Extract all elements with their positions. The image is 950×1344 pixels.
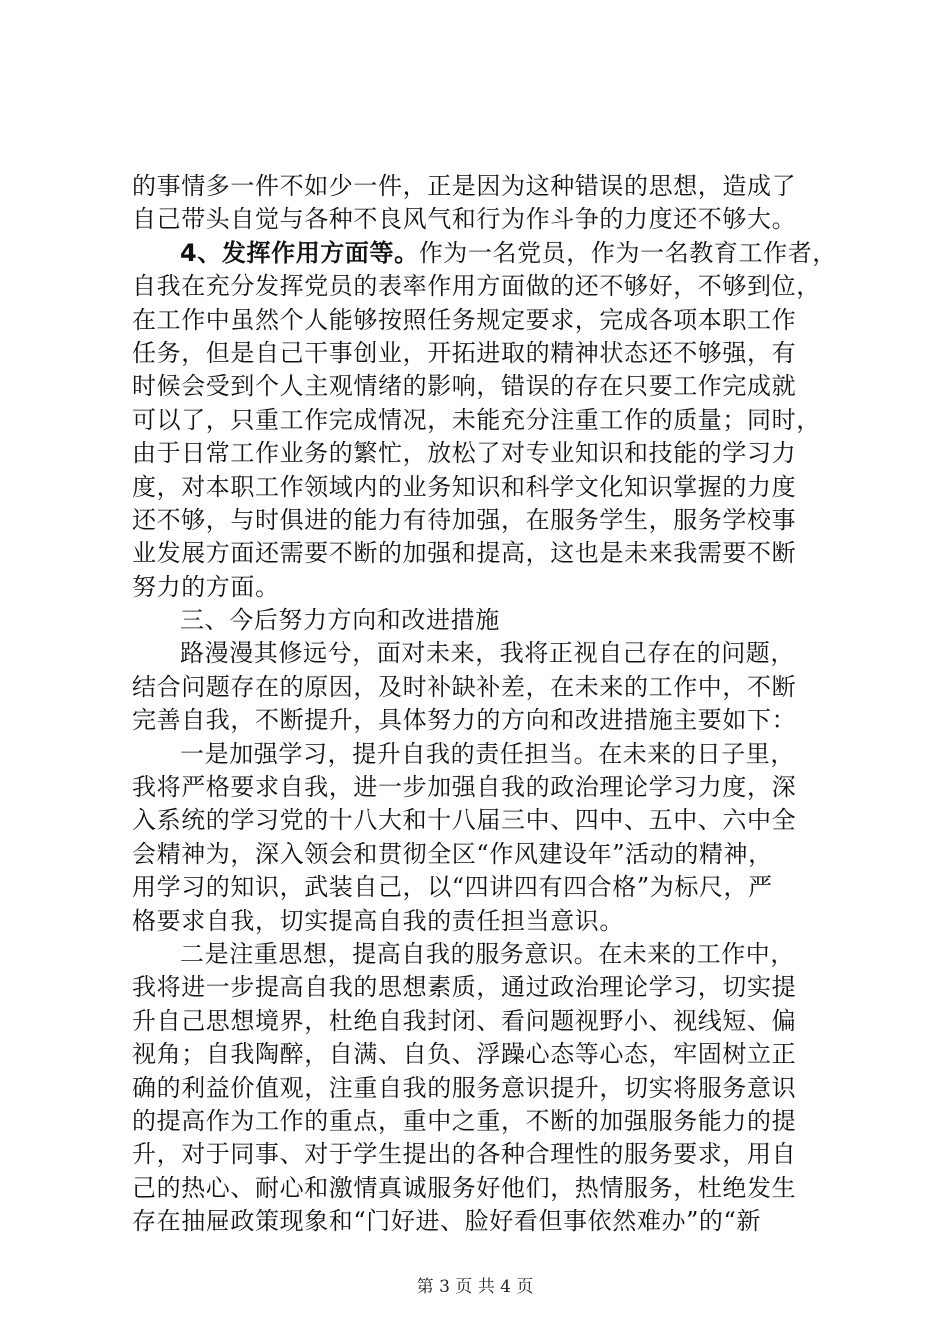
text-line: 完善自我，不断提升，具体努力的方向和改进措施主要如下：: [132, 706, 797, 735]
text-line: 时候会受到个人主观情绪的影响，错误的存在只要工作完成就: [132, 372, 797, 401]
section-heading: 三、今后努力方向和改进措施: [180, 606, 500, 635]
paragraph-start: 路漫漫其修远兮，面对未来，我将正视自己存在的问题，: [180, 639, 795, 668]
point-4-line: [132, 237, 837, 270]
text-line: 的事情多一件不如少一件，正是因为这种错误的思想，造成了: [132, 172, 797, 200]
text-line: 用学习的知识，武装自己，以“四讲四有四合格”为标尺，严: [132, 873, 773, 902]
text-line: 我将进一步提高自我的思想素质，通过政治理论学习，切实提: [132, 973, 797, 1002]
text-line: 我将严格要求自我，进一步加强自我的政治理论学习力度，深: [132, 773, 797, 802]
paragraph-start: 一是加强学习，提升自我的责任担当。在未来的日子里，: [180, 739, 795, 768]
text-line: 升自己思想境界，杜绝自我封闭、看问题视野小、视线短、偏: [132, 1006, 797, 1035]
text-line: 业发展方面还需要不断的加强和提高，这也是未来我需要不断: [132, 539, 797, 568]
text-line: 确的利益价值观，注重自我的服务意识提升，切实将服务意识: [132, 1073, 797, 1102]
text-line: 结合问题存在的原因，及时补缺补差，在未来的工作中，不断: [132, 672, 797, 701]
text-line: 入系统的学习党的十八大和十八届三中、四中、五中、六中全: [132, 806, 797, 835]
text-line: 格要求自我，切实提高自我的责任担当意识。: [132, 906, 624, 935]
text-line: 度，对本职工作领域内的业务知识和科学文化知识掌握的力度: [132, 472, 797, 501]
document-body: [132, 170, 837, 1239]
text-line: 己的热心、耐心和激情真诚服务好他们，热情服务，杜绝发生: [132, 1173, 797, 1202]
text-line: 会精神为，深入领会和贯彻全区“作风建设年”活动的精神，: [132, 839, 773, 868]
text-line: 在工作中虽然个人能够按照任务规定要求，完成各项本职工作: [132, 305, 797, 334]
point-4-heading: 4、发挥作用方面等。: [180, 238, 419, 267]
text-line: 还不够，与时俱进的能力有待加强，在服务学生，服务学校事: [132, 505, 797, 534]
text-line: 存在抽屉政策现象和“门好进、脸好看但事依然难办”的“新: [132, 1207, 762, 1236]
page-footer: 第 3 页 共 4 页: [416, 1277, 534, 1297]
point-4-text: 作为一名党员，作为一名教育工作者，: [418, 238, 837, 267]
text-line: 努力的方面。: [132, 572, 280, 601]
text-line: 视角；自我陶醉，自满、自负、浮躁心态等心态，牢固树立正: [132, 1040, 797, 1069]
text-line: 自我在充分发挥党员的表率作用方面做的还不够好，不够到位，: [132, 272, 821, 301]
text-line: 由于日常工作业务的繁忙，放松了对专业知识和技能的学习力: [132, 439, 797, 468]
text-line: 自己带头自觉与各种不良风气和行为作斗争的力度还不够大。: [132, 205, 797, 234]
text-line: 的提高作为工作的重点，重中之重，不断的加强服务能力的提: [132, 1106, 797, 1135]
paragraph-start: 二是注重思想，提高自我的服务意识。在未来的工作中，: [180, 939, 795, 968]
text-line: 任务，但是自己干事创业，开拓进取的精神状态还不够强，有: [132, 338, 797, 367]
text-line: 升，对于同事、对于学生提出的各种合理性的服务要求，用自: [132, 1140, 797, 1169]
text-line: 可以了，只重工作完成情况，未能充分注重工作的质量；同时，: [132, 405, 821, 434]
